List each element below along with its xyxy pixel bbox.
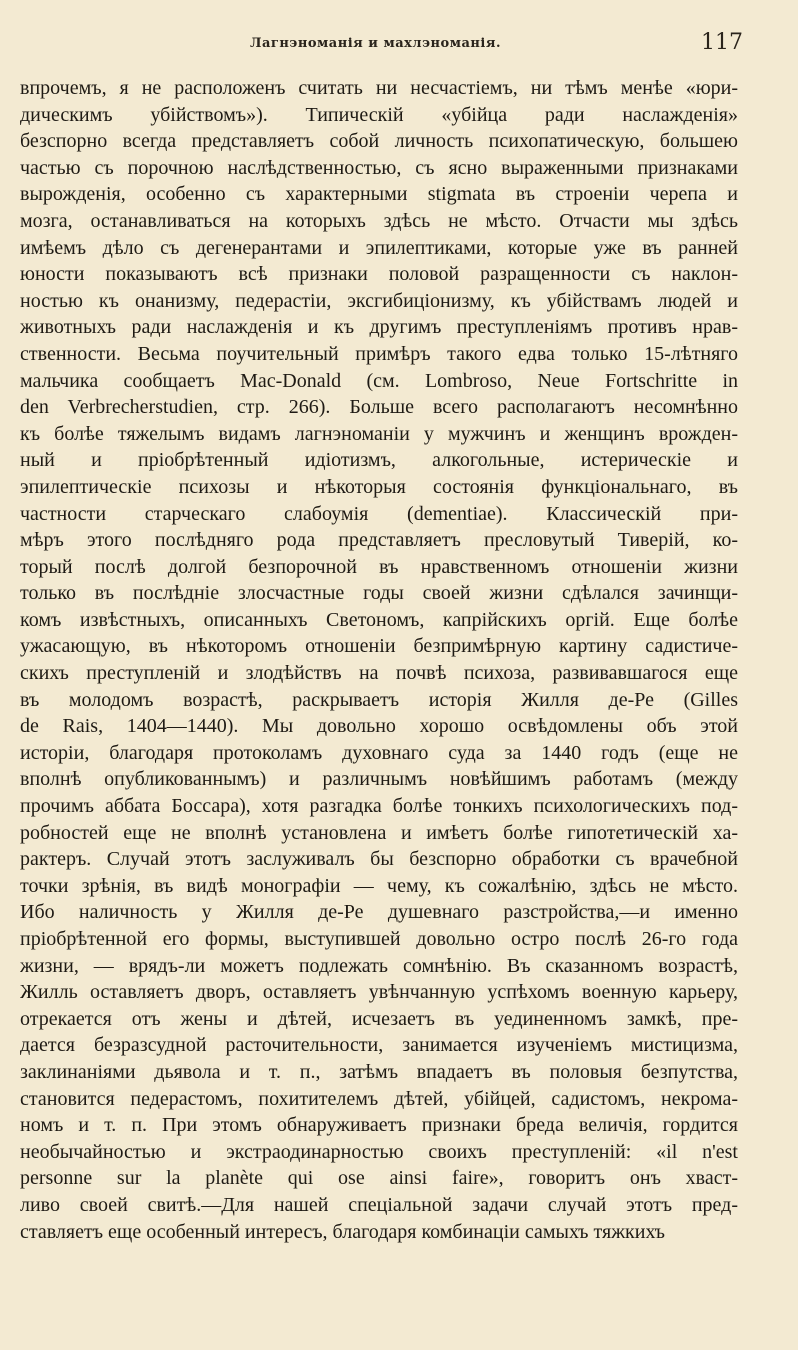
text-line: дическимъ убійствомъ»). Типическій «убійца ради наслажденія» <box>20 103 738 126</box>
text-line: только въ послѣдніе злосчастные годы своей жизни сдѣлался зачинщи- <box>20 582 738 605</box>
text-line: Ибо наличность у Жилля де-Ре душевнаго разстройства,—и именно <box>20 901 738 924</box>
text-line: отрекается отъ жены и дѣтей, исчезаетъ въ уединенномъ замкѣ, пре- <box>20 1007 738 1030</box>
text-line: частью съ порочною наслѣдственностью, съ ясно выраженными признаками <box>20 156 738 179</box>
text-line: комъ извѣстныхъ, описанныхъ Светономъ, капрійскихъ оргій. Еще болѣе <box>20 608 738 631</box>
text-line: эпилептическіе психозы и нѣкоторыя состоянія функціональнаго, въ <box>20 475 738 498</box>
text-line: мальчика сообщаетъ Mac-Donald (см. Lombroso, Neue Fortschritte in <box>20 369 738 392</box>
text-line: торый послѣ долгой безпорочной въ нравственномъ отношеніи жизни <box>20 555 738 578</box>
text-line: вырожденія, особенно съ характерными stigmata въ строеніи черепа и <box>20 183 738 206</box>
text-line: безспорно всегда представляетъ собой личность психопатическую, большею <box>20 130 738 153</box>
text-line: дается безразсудной расточительности, занимается изученіемъ мистицизма, <box>20 1034 738 1057</box>
page-number: 117 <box>701 30 743 55</box>
text-line: исторіи, благодаря протоколамъ духовнаго суда за 1440 годъ (еще не <box>20 741 738 764</box>
text-line: прочимъ аббата Боссара), хотя разгадка болѣе тонкихъ психологическихъ под- <box>20 795 738 818</box>
text-line: ставляетъ еще особенный интересъ, благодаря комбинаціи самыхъ тяжкихъ <box>20 1220 666 1243</box>
text-line: необычайностью и экстраодинарностью своихъ преступленій: «il n'est <box>20 1140 738 1163</box>
text-line: впрочемъ, я не расположенъ считать ни несчастіемъ, ни тѣмъ менѣе «юри- <box>20 77 738 99</box>
text-line: ный и пріобрѣтенный идіотизмъ, алкогольные, истерическіе и <box>20 449 738 472</box>
page-header <box>0 30 798 62</box>
text-line: personne sur la planète qui ose ainsi faire», говоритъ онъ хваст- <box>20 1167 738 1190</box>
text-line: имѣемъ дѣло съ дегенерантами и эпилептиками, которые уже въ ранней <box>20 236 738 259</box>
text-line: ливо своей свитѣ.—Для нашей спеціальной задачи случай этотъ пред- <box>20 1193 738 1216</box>
text-line: точки зрѣнія, въ видѣ монографіи — чему, къ сожалѣнію, здѣсь не мѣсто. <box>20 874 738 897</box>
text-line: Жилль оставляетъ дворъ, оставляетъ увѣнчанную успѣхомъ военную карьеру, <box>20 981 738 1004</box>
text-line: робностей еще не вполнѣ установлена и имѣетъ болѣе гипотетическій ха- <box>20 821 738 844</box>
running-head: Лагнэноманія и махлэноманія. <box>250 36 502 51</box>
text-line: de Rais, 1404—1440). Мы довольно хорошо освѣдомлены объ этой <box>20 715 738 738</box>
text-line: den Verbrecherstudien, стр. 266). Больше всего располагаютъ несомнѣнно <box>20 396 738 419</box>
text-line: мозга, останавливаться на которыхъ здѣсь не мѣсто. Отчасти мы здѣсь <box>20 209 738 232</box>
text-line: жизни, — врядъ-ли можетъ подлежать сомнѣнію. Въ сказанномъ возрастѣ, <box>20 954 738 977</box>
text-line: мѣръ этого послѣдняго рода представляетъ пресловутый Тиверій, ко- <box>20 529 738 552</box>
text-line: пріобрѣтенной его формы, выступившей довольно остро послѣ 26-го года <box>20 928 738 950</box>
text-line: животныхъ ради наслажденія и къ другимъ преступленіямъ противъ нрав- <box>20 316 738 339</box>
text-line: частности старческаго слабоумія (dementiae). Классическій при- <box>20 502 738 525</box>
text-line: заклинаніями дьявола и т. п., затѣмъ впадаетъ въ половыя безпутства, <box>20 1060 738 1083</box>
body-text <box>20 75 738 1245</box>
text-line: рактеръ. Случай этотъ заслуживалъ бы безспорно обработки съ врачебной <box>20 848 738 871</box>
text-line: въ молодомъ возрастѣ, раскрываетъ исторія Жилля де-Ре (Gilles <box>20 688 738 711</box>
text-line: ственности. Весьма поучительный примѣръ такого едва только 15-лѣтняго <box>20 342 738 365</box>
text-line: ужасающую, въ нѣкоторомъ отношеніи безпримѣрную картину садистиче- <box>20 635 738 658</box>
text-line: вполнѣ опубликованнымъ) и различнымъ новѣйшимъ работамъ (между <box>20 768 738 791</box>
text-line: къ болѣе тяжелымъ видамъ лагнэноманіи у мужчинъ и женщинъ врожден- <box>20 422 738 445</box>
text-line: скихъ преступленій и злодѣйствъ на почвѣ психоза, развивавшагося еще <box>20 662 738 685</box>
text-line: ностью къ онанизму, педерастіи, эксгибиціонизму, къ убійствамъ людей и <box>20 289 738 312</box>
text-line: номъ и т. п. При этомъ обнаруживаетъ признаки бреда величія, гордится <box>20 1114 738 1137</box>
text-line: становится педерастомъ, похитителемъ дѣтей, убійцей, садистомъ, некрома- <box>20 1087 738 1110</box>
text-line: юности показываютъ всѣ признаки половой разращенности съ наклон- <box>20 263 738 286</box>
